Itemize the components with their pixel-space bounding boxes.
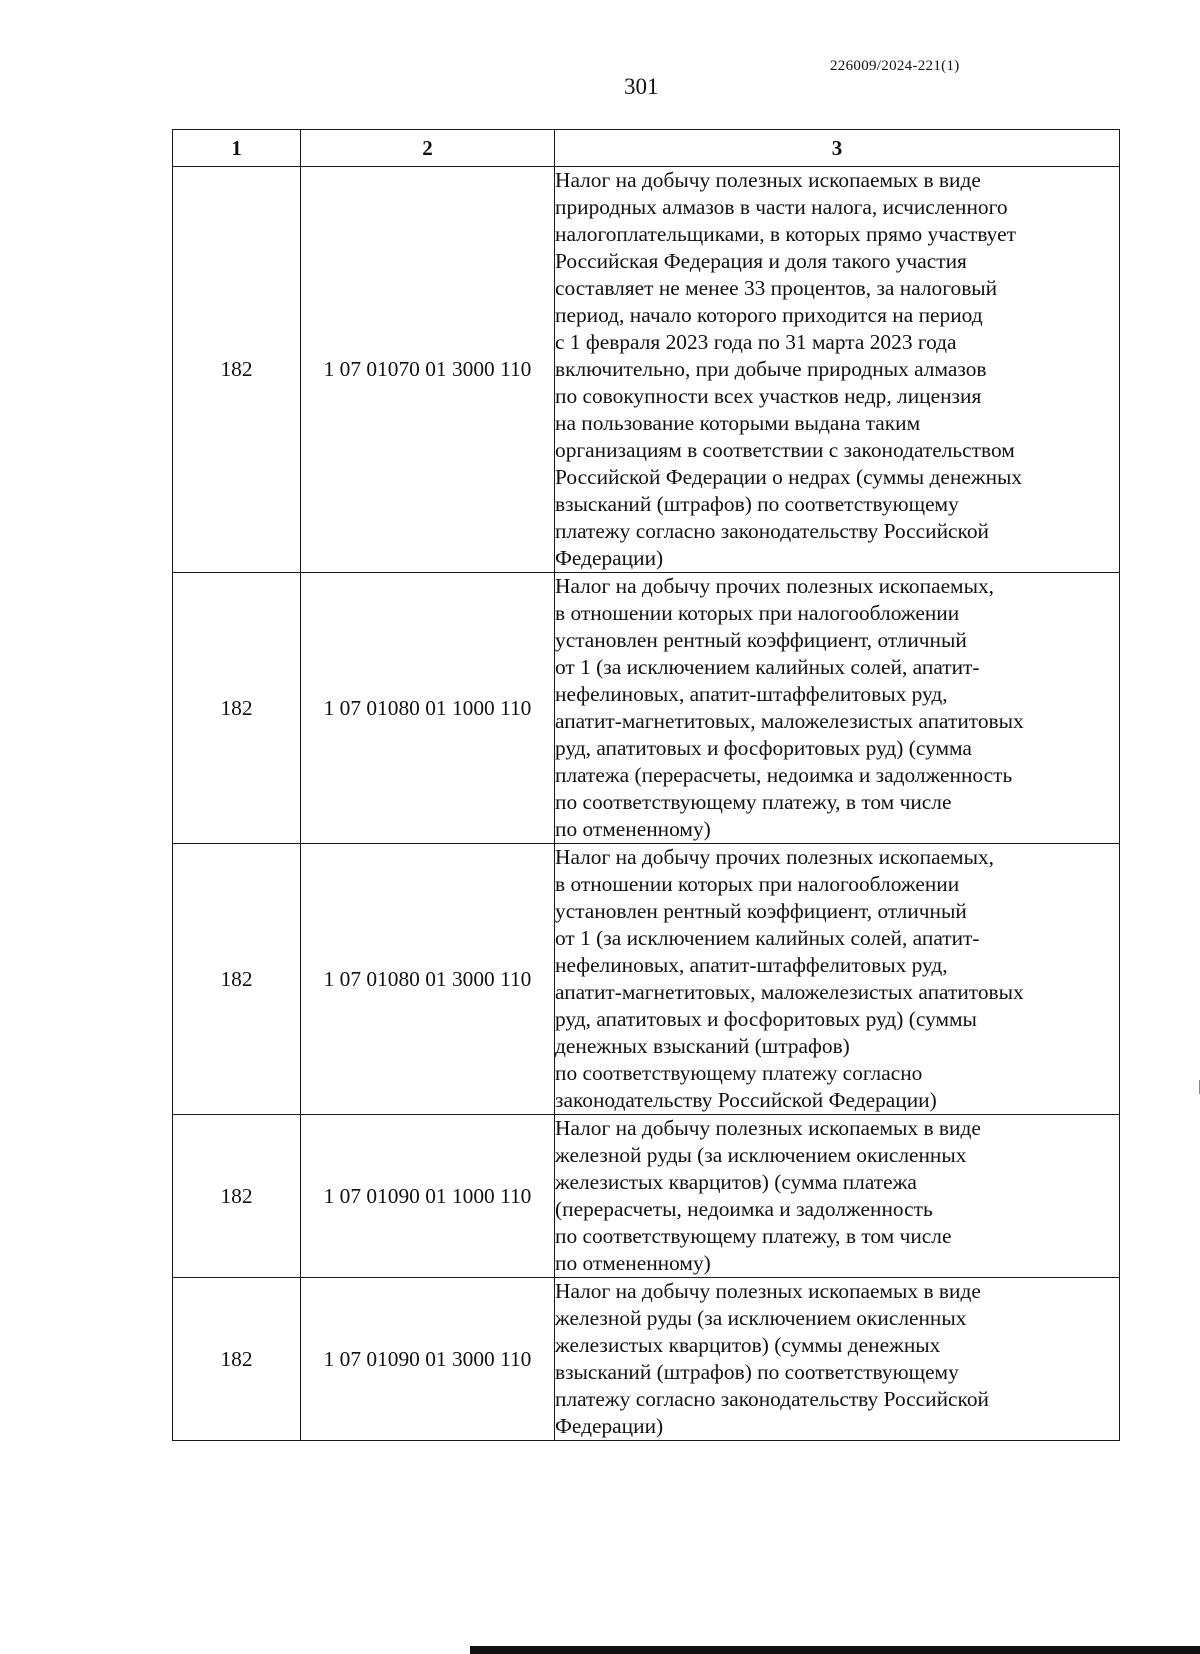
- table-body: [173, 167, 1120, 1441]
- header-column-3: 3: [555, 130, 1120, 167]
- description-line: платежу согласно законодательству Российской: [555, 1387, 989, 1411]
- page-number: 301: [624, 74, 659, 99]
- description-line: по соответствующему платежу согласно: [555, 1061, 923, 1085]
- description-line: налогоплательщиками, в которых прямо участвует: [555, 222, 1016, 246]
- description-line: установлен рентный коэффициент, отличный: [555, 899, 967, 923]
- description-line: (перерасчеты, недоимка и задолженность: [555, 1197, 933, 1221]
- description-cell: [555, 573, 1120, 844]
- header-column-2: 2: [301, 130, 555, 167]
- description-line: Налог на добычу полезных ископаемых в виде: [555, 1116, 981, 1140]
- description-line: Федерации): [555, 546, 664, 570]
- description-line: платежа (перерасчеты, недоимка и задолженность: [555, 763, 1013, 787]
- description-line: платежу согласно законодательству Российской: [555, 519, 989, 543]
- description-line: железистых кварцитов) (суммы денежных: [555, 1333, 941, 1357]
- description-line: нефелиновых, апатит-штаффелитовых руд,: [555, 682, 948, 706]
- description-line: от 1 (за исключением калийных солей, апатит-: [555, 926, 980, 950]
- admin-code-cell: 182: [173, 1278, 301, 1441]
- kbk-code-cell: 1 07 01090 01 1000 110: [301, 1115, 555, 1278]
- description-line: денежных взысканий (штрафов): [555, 1034, 850, 1058]
- table-row: [173, 1115, 1120, 1278]
- description-line: по совокупности всех участков недр, лицензия: [555, 384, 982, 408]
- description-line: организациям в соответствии с законодательством: [555, 438, 1015, 462]
- admin-code-cell: 182: [173, 1115, 301, 1278]
- table-row: [173, 167, 1120, 573]
- description-line: руд, апатитовых и фосфоритовых руд) (суммы: [555, 1007, 977, 1031]
- description-line: железной руды (за исключением окисленных: [555, 1143, 967, 1167]
- header-row: [173, 130, 1120, 167]
- scan-edge-bar: [470, 1646, 1200, 1654]
- admin-code-cell: 182: [173, 844, 301, 1115]
- table-header: [173, 130, 1120, 167]
- description-line: составляет не менее 33 процентов, за налоговый: [555, 276, 998, 300]
- document-id: 226009/2024-221(1): [830, 58, 960, 74]
- budget-code-table: [172, 129, 1120, 1441]
- kbk-code-cell: 1 07 01070 01 3000 110: [301, 167, 555, 573]
- description-line: от 1 (за исключением калийных солей, апатит-: [555, 655, 980, 679]
- description-line: железистых кварцитов) (сумма платежа: [555, 1170, 917, 1194]
- description-line: в отношении которых при налогообложении: [555, 872, 960, 896]
- table-row: [173, 1278, 1120, 1441]
- description-line: законодательству Российской Федерации): [555, 1088, 937, 1112]
- description-line: руд, апатитовых и фосфоритовых руд) (сумма: [555, 736, 972, 760]
- description-line: в отношении которых при налогообложении: [555, 601, 960, 625]
- admin-code-cell: 182: [173, 167, 301, 573]
- description-line: по соответствующему платежу, в том числе: [555, 790, 952, 814]
- description-line: с 1 февраля 2023 года по 31 марта 2023 года: [555, 330, 957, 354]
- description-line: железной руды (за исключением окисленных: [555, 1306, 967, 1330]
- description-cell: [555, 1278, 1120, 1441]
- description-line: Налог на добычу прочих полезных ископаемых,: [555, 845, 995, 869]
- description-line: нефелиновых, апатит-штаффелитовых руд,: [555, 953, 948, 977]
- description-line: по отмененному): [555, 817, 711, 841]
- description-line: Федерации): [555, 1414, 664, 1438]
- description-line: на пользование которыми выдана таким: [555, 411, 921, 435]
- description-line: включительно, при добыче природных алмазов: [555, 357, 987, 381]
- description-line: Налог на добычу прочих полезных ископаемых,: [555, 574, 995, 598]
- description-line: установлен рентный коэффициент, отличный: [555, 628, 967, 652]
- description-cell: [555, 167, 1120, 573]
- admin-code-cell: 182: [173, 573, 301, 844]
- description-line: взысканий (штрафов) по соответствующему: [555, 492, 959, 516]
- description-line: апатит-магнетитовых, маложелезистых апатитовых: [555, 980, 1024, 1004]
- description-line: апатит-магнетитовых, маложелезистых апатитовых: [555, 709, 1024, 733]
- kbk-code-cell: 1 07 01080 01 3000 110: [301, 844, 555, 1115]
- description-line: по отмененному): [555, 1251, 711, 1275]
- kbk-code-cell: 1 07 01080 01 1000 110: [301, 573, 555, 844]
- description-cell: [555, 1115, 1120, 1278]
- description-line: Российская Федерация и доля такого участия: [555, 249, 967, 273]
- description-line: по соответствующему платежу, в том числе: [555, 1224, 952, 1248]
- header-column-1: 1: [173, 130, 301, 167]
- description-line: Российской Федерации о недрах (суммы денежных: [555, 465, 1023, 489]
- table-row: [173, 573, 1120, 844]
- description-line: взысканий (штрафов) по соответствующему: [555, 1360, 959, 1384]
- description-line: природных алмазов в части налога, исчисленного: [555, 195, 1008, 219]
- description-line: Налог на добычу полезных ископаемых в виде: [555, 1279, 981, 1303]
- description-line: Налог на добычу полезных ископаемых в виде: [555, 168, 981, 192]
- description-cell: [555, 844, 1120, 1115]
- table-row: [173, 844, 1120, 1115]
- description-line: период, начало которого приходится на период: [555, 303, 983, 327]
- kbk-code-cell: 1 07 01090 01 3000 110: [301, 1278, 555, 1441]
